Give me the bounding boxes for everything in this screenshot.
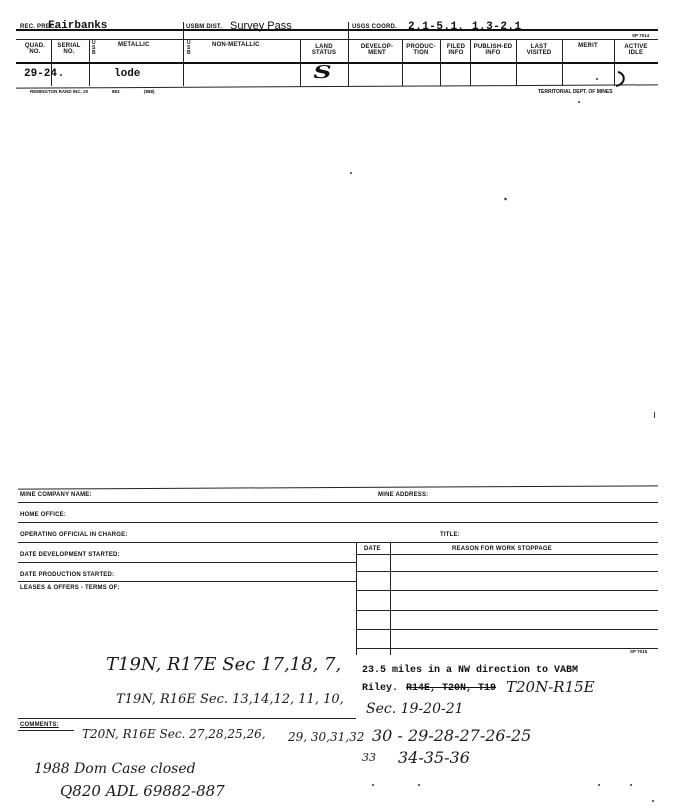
reason-rule <box>356 629 658 630</box>
card2-top-rule <box>18 485 658 489</box>
row-company-rule <box>18 502 658 503</box>
sec-line1: Sec. 19-20-21 <box>366 701 464 717</box>
printer-label: REMINGTON RAND INC. 20 <box>30 89 89 94</box>
hand-left-line4: 1988 Dom Case closed <box>34 761 196 777</box>
hand-left-line3-tail: 29, 30,31,32 <box>288 730 365 744</box>
reason-rule <box>356 648 658 649</box>
usb-letters-right: U S B <box>187 40 191 56</box>
printer-code-2: (888) <box>144 89 155 94</box>
hand-left-line5: Q820 ADL 69882-887 <box>60 782 225 800</box>
operating-official-label: OPERATING OFFICIAL IN CHARGE: <box>20 532 128 538</box>
produc-tion-label: PRODUC-TION <box>406 44 436 56</box>
date-col-left <box>356 542 357 655</box>
leases-label: LEASES & OFFERS - TERMS OF: <box>20 585 120 591</box>
comments-label: COMMENTS: <box>20 722 59 728</box>
filed-info-label: FILED INFO <box>446 44 466 56</box>
comments-rule-top <box>18 718 356 719</box>
form-code-bottom: SP 7015 <box>630 649 648 654</box>
row-prod-rule <box>18 581 356 582</box>
reason-label: REASON FOR WORK STOPPAGE <box>452 546 552 552</box>
hand-left-line1: T19N, R17E Sec 17,18, 7, <box>106 654 342 675</box>
speck <box>630 784 632 786</box>
speck <box>598 784 600 786</box>
land-status-value: S <box>313 62 332 83</box>
row-dev-rule <box>18 562 356 563</box>
header-div-1 <box>183 22 184 86</box>
develop-ment-label: DEVELOP-MENT <box>360 44 394 56</box>
reason-rule <box>356 571 658 572</box>
mine-address-label: MINE ADDRESS: <box>378 492 429 498</box>
date-col-right <box>390 542 391 655</box>
date-production-started-label: DATE PRODUCTION STARTED: <box>20 572 115 578</box>
usgs-dist-value: Survey Pass <box>230 20 292 32</box>
speck <box>350 172 352 174</box>
location-correction: T20N-R15E <box>506 678 595 696</box>
serial-no-label: SERIAL NO. <box>57 43 81 55</box>
speck <box>652 800 654 802</box>
form-code-top: SP 7014 <box>632 33 650 38</box>
mine-company-name-label: MINE COMPANY NAME: <box>20 492 92 498</box>
speck <box>596 78 598 80</box>
title-label: TITLE: <box>440 532 460 538</box>
hand-left-line3: T20N, R16E Sec. 27,28,25,26, <box>82 727 266 741</box>
hand-left-line2: T19N, R16E Sec. 13,14,12, 11, 10, <box>116 692 344 707</box>
active-idle-label: ACTIVE IDLE <box>624 44 648 56</box>
location-line1: 23.5 miles in a NW direction to VABM <box>362 665 579 676</box>
usgs-coord-value: 2.1-5.1, 1.3-2.1 <box>408 21 522 33</box>
speck <box>372 784 374 786</box>
last-visited-label: LAST VISITED <box>526 44 552 56</box>
sec-line3-prefix: 33 <box>362 751 376 764</box>
sec-line2: 30 - 29-28-27-26-25 <box>372 726 532 745</box>
metallic-value: lode <box>114 68 141 80</box>
land-status-label: LAND STATUS <box>311 44 337 56</box>
location-line2-struck: R14E, T20N, T19 <box>406 683 497 694</box>
usgs-dist-label: USBM DIST. <box>186 24 223 30</box>
row-home-rule <box>18 522 658 523</box>
speck <box>418 784 420 786</box>
quad-serial-value: 29-24 <box>24 68 58 80</box>
department-label: TERRITORIAL DEPT. OF MINES <box>538 89 613 95</box>
reason-rule <box>356 554 658 555</box>
printer-code-1: 883 <box>112 89 120 94</box>
metallic-label: METALLIC <box>118 42 150 48</box>
location-line2-prefix: Riley. <box>362 683 399 694</box>
usgs-coord-label: USGS COORD. <box>352 24 397 30</box>
hand-mark-active <box>612 70 632 90</box>
non-metallic-label: NON-METALLIC <box>212 42 260 48</box>
speck <box>578 101 580 103</box>
sec-line3: 34-35-36 <box>398 748 470 767</box>
usb-letters-left: U S B <box>92 40 96 56</box>
header-div-2 <box>348 22 349 86</box>
header-top-rule <box>16 29 658 31</box>
rec-prec-value: Fairbanks <box>48 20 108 32</box>
home-office-label: HOME OFFICE: <box>20 512 67 518</box>
speck <box>60 74 62 76</box>
merit-label: MERIT <box>578 43 598 49</box>
comments-rule <box>18 730 74 731</box>
speck <box>504 197 508 200</box>
quad-no-label: QUAD. NO. <box>24 43 46 55</box>
date-label: DATE <box>364 546 381 552</box>
row-official-rule <box>18 542 658 543</box>
date-development-started-label: DATE DEVELOPMENT STARTED: <box>20 552 120 558</box>
reason-rule <box>356 610 658 611</box>
header-row3-rule <box>16 62 658 64</box>
speck <box>654 412 655 418</box>
reason-rule <box>356 590 658 591</box>
rec-prec-label: REC. PREC. <box>20 24 57 30</box>
published-info-label: PUBLISH-ED INFO <box>473 44 513 56</box>
